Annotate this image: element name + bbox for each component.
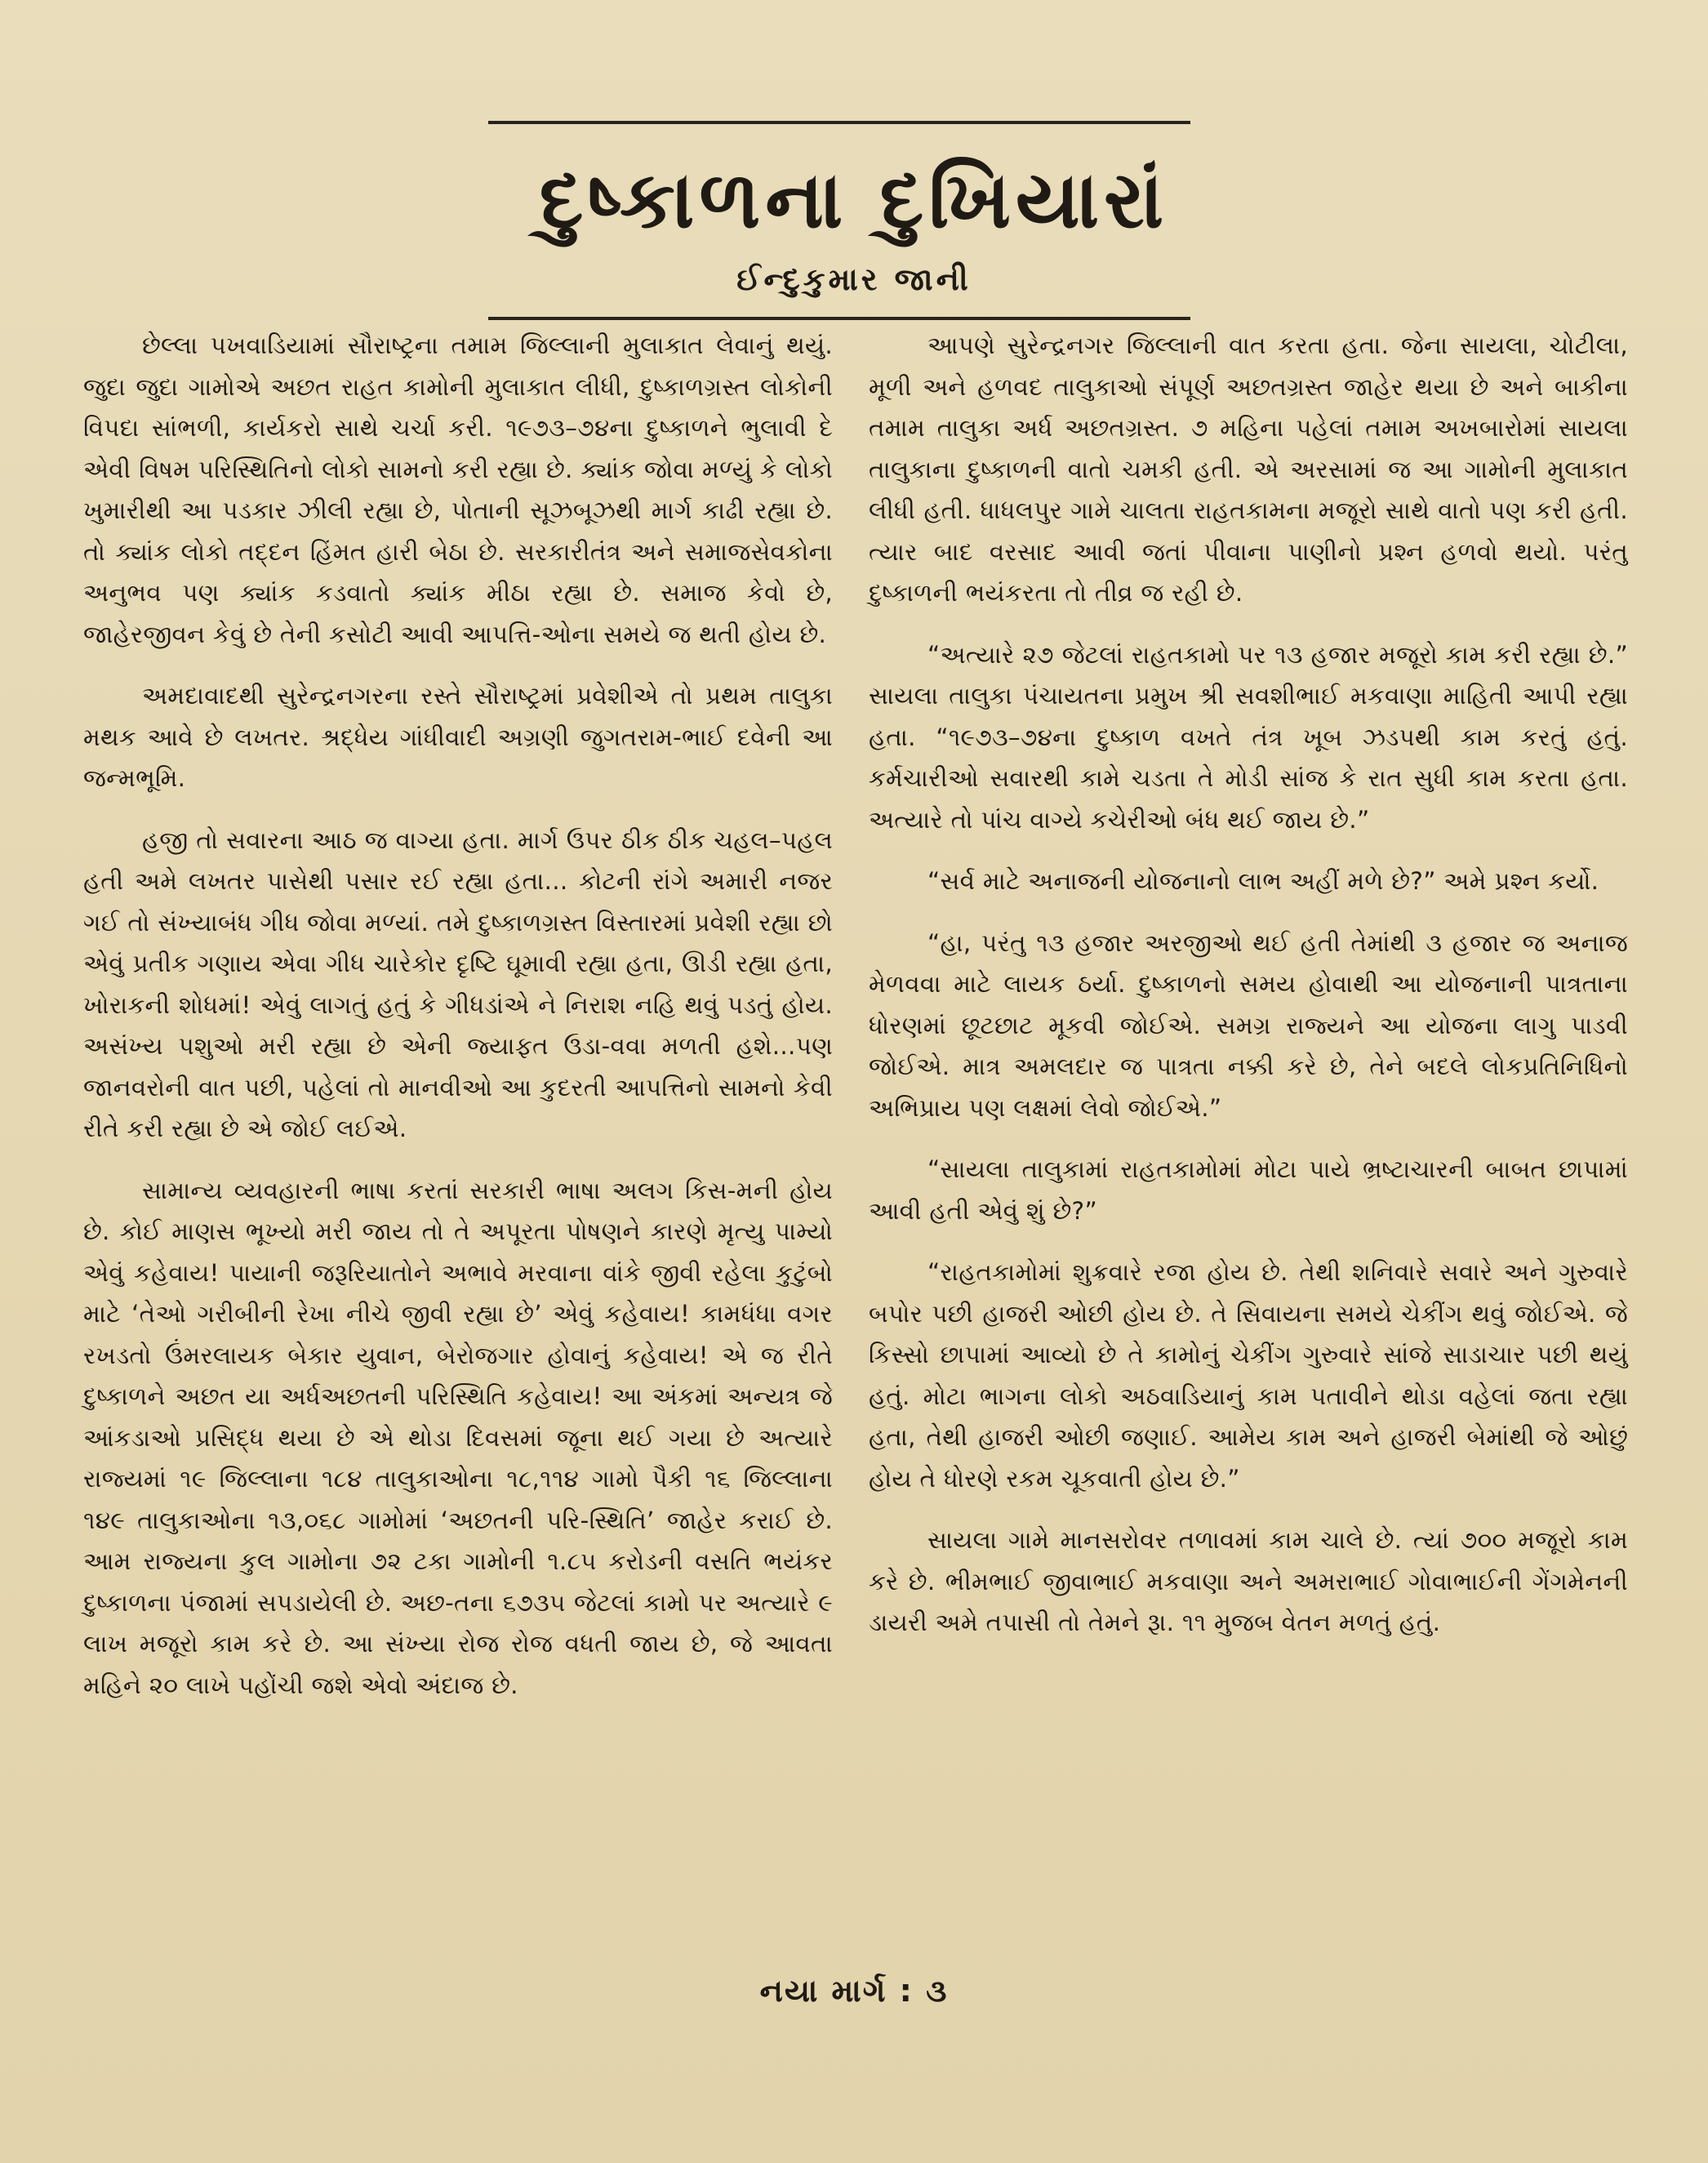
paragraph: સામાન્ય વ્યવહારની ભાષા કરતાં સરકારી ભાષા અલગ કિસ-મની હોય છે. કોઈ માણસ ભૂખ્યો મરી જાય તો તે અપૂરતા પોષણને કારણે મૃત્યુ પામ્યો એવું કહેવાય! પાયાની જરૂરિયાતોને અભાવે મરવાના વાંકે જીવી રહેલા કુટુંબો માટે ‘તેઓ ગરીબીની રેખા નીચે જીવી રહ્યા છે’ એવું કહેવાય! કામધંધા વગર રખડતો ઉંમરલાયક બેકાર યુવાન, બેરોજગાર હોવાનું કહેવાય! એ જ રીતે દુષ્કાળને અછત યા અર્ધઅછતની પરિસ્થિતિ કહેવાય! આ અંકમાં અન્યત્ર જે આંકડાઓ પ્રસિદ્ધ થયા છે એ થોડા દિવસમાં જૂના થઈ ગયા છે અત્યારે રાજ્યમાં ૧૯ જિલ્લાના ૧૮૪ તાલુકાઓના ૧૮,૧૧૪ ગામો પૈકી ૧૬ જિલ્લાના ૧૪૯ તાલુકાઓના ૧૩,૦૬૮ ગામોમાં ‘અછતની પરિ-સ્થિતિ’ જાહેર કરાઈ છે. આમ રાજ્યના કુલ ગામોના ૭૨ ટકા ગામોની ૧.૮૫ કરોડની વસતિ ભયંકર દુષ્કાળના પંજામાં સપડાયેલી છે. અછ-તના ૬૭૩૫ જેટલાં કામો પર અત્યારે ૯ લાખ મજૂરો કામ કરે છે. આ સંખ્યા રોજ રોજ વધતી જાય છે, જે આવતા મહિને ૨૦ લાખે પહોંચી જશે એવો અંદાજ છે. [83,1176,833,1699]
right-column [869,325,1628,1644]
title-bottom-rule [488,317,1190,320]
paragraph: આપણે સુરેન્દ્રનગર જિલ્લાની વાત કરતા હતા. જેના સાયલા, ચોટીલા, મૂળી અને હળવદ તાલુકાઓ સંપૂર્ણ અછતગ્રસ્ત જાહેર થયા છે અને બાકીના તમામ તાલુકા અર્ધ અછતગ્રસ્ત. ૭ મહિના પહેલાં તમામ અખબારોમાં સાયલા તાલુકાના દુષ્કાળની વાતો ચમકી હતી. એ અરસામાં જ આ ગામોની મુલાકાત લીધી હતી. ધાધલપુર ગામે ચાલતા રાહતકામના મજૂરો સાથે વાતો પણ કરી હતી. ત્યાર બાદ વરસાદ આવી જતાં પીવાના પાણીનો પ્રશ્ન હળવો થયો. પરંતુ દુષ્કાળની ભયંકરતા તો તીવ્ર જ રહી છે. [869,332,1628,607]
article-author: ઈન્દુકુમાર જાની [736,261,972,297]
left-column [83,325,833,1706]
article-title: દુષ્કાળના દુખિયારાં [539,154,1169,246]
paragraph: સાયલા ગામે માનસરોવર તળાવમાં કામ ચાલે છે. ત્યાં ૭૦૦ મજૂરો કામ કરે છે. ભીમભાઈ જીવાભાઈ મકવાણા અને અમરાભાઈ ગોવાભાઈની ગેંગમેનની ડાયરી અમે તપાસી તો તેમને રૂા. ૧૧ મુજબ વેતન મળતું હતું. [869,1526,1628,1636]
paragraph: “સાયલા તાલુકામાં રાહતકામોમાં મોટા પાયે ભ્રષ્ટાચારની બાબત છાપામાં આવી હતી એવું શું છે?” [869,1155,1628,1225]
paragraph: હજી તો સવારના આઠ જ વાગ્યા હતા. માર્ગ ઉપર ઠીક ઠીક ચહલ–પહલ હતી અમે લખતર પાસેથી પસાર રઈ રહ્યા હતા... કોટની રાંગે અમારી નજર ગઈ તો સંખ્યાબંધ ગીધ જોવા મળ્યાં. તમે દુષ્કાળગ્રસ્ત વિસ્તારમાં પ્રવેશી રહ્યા છો એવું પ્રતીક ગણાય એવા ગીધ ચારેકોર દૃષ્ટિ ઘૂમાવી રહ્યા હતા, ઊડી રહ્યા હતા, ખોરાકની શોધમાં! એવું લાગતું હતું કે ગીધડાંએ ને નિરાશ નહિ થવું પડતું હોય. અસંખ્ય પશુઓ મરી રહ્યા છે એની જ્યાફત ઉડા-વવા મળતી હશે...પણ જાનવરોની વાત પછી, પહેલાં તો માનવીઓ આ કુદરતી આપત્તિનો સામનો કેવી રીતે કરી રહ્યા છે એ જોઈ લઈએ. [83,826,833,1142]
title-top-rule [488,121,1190,124]
page-footer: નયા માર્ગ : ૩ [759,1973,949,2009]
paragraph: “રાહતકામોમાં શુક્રવારે રજા હોય છે. તેથી શનિવારે સવારે અને ગુરુવારે બપોર પછી હાજરી ઓછી હોય છે. તે સિવાયના સમયે ચેકીંગ થવું જોઈએ. જે કિસ્સો છાપામાં આવ્યો છે તે કામોનું ચેકીંગ ગુરુવારે સાંજે સાડાચાર પછી થયું હતું. મોટા ભાગના લોકો અઠવાડિયાનું કામ પતાવીને થોડા વહેલાં જતા રહ્યા હતા, તેથી હાજરી ઓછી જણાઈ. આમેય કામ અને હાજરી બેમાંથી જે ઓછું હોય તે ધોરણે રકમ ચૂકવાતી હોય છે.” [869,1258,1628,1493]
paragraph: “હા, પરંતુ ૧૩ હજાર અરજીઓ થઈ હતી તેમાંથી ૩ હજાર જ અનાજ મેળવવા માટે લાયક ઠર્યા. દુષ્કાળનો સમય હોવાથી આ યોજનાની પાત્રતાના ધોરણમાં છૂટછાટ મૂકવી જોઈએ. સમગ્ર રાજ્યને આ યોજના લાગુ પાડવી જોઈએ. માત્ર અમલદાર જ પાત્રતા નક્કી કરે છે, તેને બદલે લોકપ્રતિનિધિનો અભિપ્રાય પણ લક્ષમાં લેવો જોઈએ.” [869,928,1628,1122]
paragraph: “સર્વ માટે અનાજની યોજનાનો લાભ અહીં મળે છે?” અમે પ્રશ્ન કર્યો. [927,867,1599,895]
paragraph: છેલ્લા પખવાડિયામાં સૌરાષ્ટ્રના તમામ જિલ્લાની મુલાકાત લેવાનું થયું. જુદા જુદા ગામોએ અછત રાહત કામોની મુલાકાત લીધી, દુષ્કાળગ્રસ્ત લોકોની વિપદા સાંભળી, કાર્યકરો સાથે ચર્ચા કરી. ૧૯૭૩–૭૪ના દુષ્કાળને ભુલાવી દે એવી વિષમ પરિસ્થિતિનો લોકો સામનો કરી રહ્યા છે. ક્યાંક જોવા મળ્યું કે લોકો ખુમારીથી આ પડકાર ઝીલી રહ્યા છે, પોતાની સૂઝબૂઝથી માર્ગ કાઢી રહ્યા છે. તો ક્યાંક લોકો તદ્દન હિંમત હારી બેઠા છે. સરકારીતંત્ર અને સમાજસેવકોના અનુભવ પણ ક્યાંક કડવાતો ક્યાંક મીઠા રહ્યા છે. સમાજ કેવો છે, જાહેરજીવન કેવું છે તેની કસોટી આવી આપત્તિ-ઓના સમયે જ થતી હોય છે. [83,332,833,648]
paragraph: “અત્યારે ૨૭ જેટલાં રાહતકામો પર ૧૩ હજાર મજૂરો કામ કરી રહ્યા છે.” સાયલા તાલુકા પંચાયતના પ્રમુખ શ્રી સવશીભાઈ મકવાણા માહિતી આપી રહ્યા હતા. “૧૯૭૩–૭૪ના દુષ્કાળ વખતે તંત્ર ખૂબ ઝડપથી કામ કરતું હતું. કર્મચારીઓ સવારથી કામે ચડતા તે મોડી સાંજ કે રાત સુધી કામ કરતા હતા. અત્યારે તો પાંચ વાગ્યે કચેરીઓ બંધ થઈ જાય છે.” [869,640,1628,834]
paragraph: અમદાવાદથી સુરેન્દ્રનગરના રસ્તે સૌરાષ્ટ્રમાં પ્રવેશીએ તો પ્રથમ તાલુકા મથક આવે છે લખતર. શ્રદ્ધેય ગાંધીવાદી અગ્રણી જુગતરામ-ભાઈ દવેની આ જન્મભૂમિ. [83,682,833,792]
